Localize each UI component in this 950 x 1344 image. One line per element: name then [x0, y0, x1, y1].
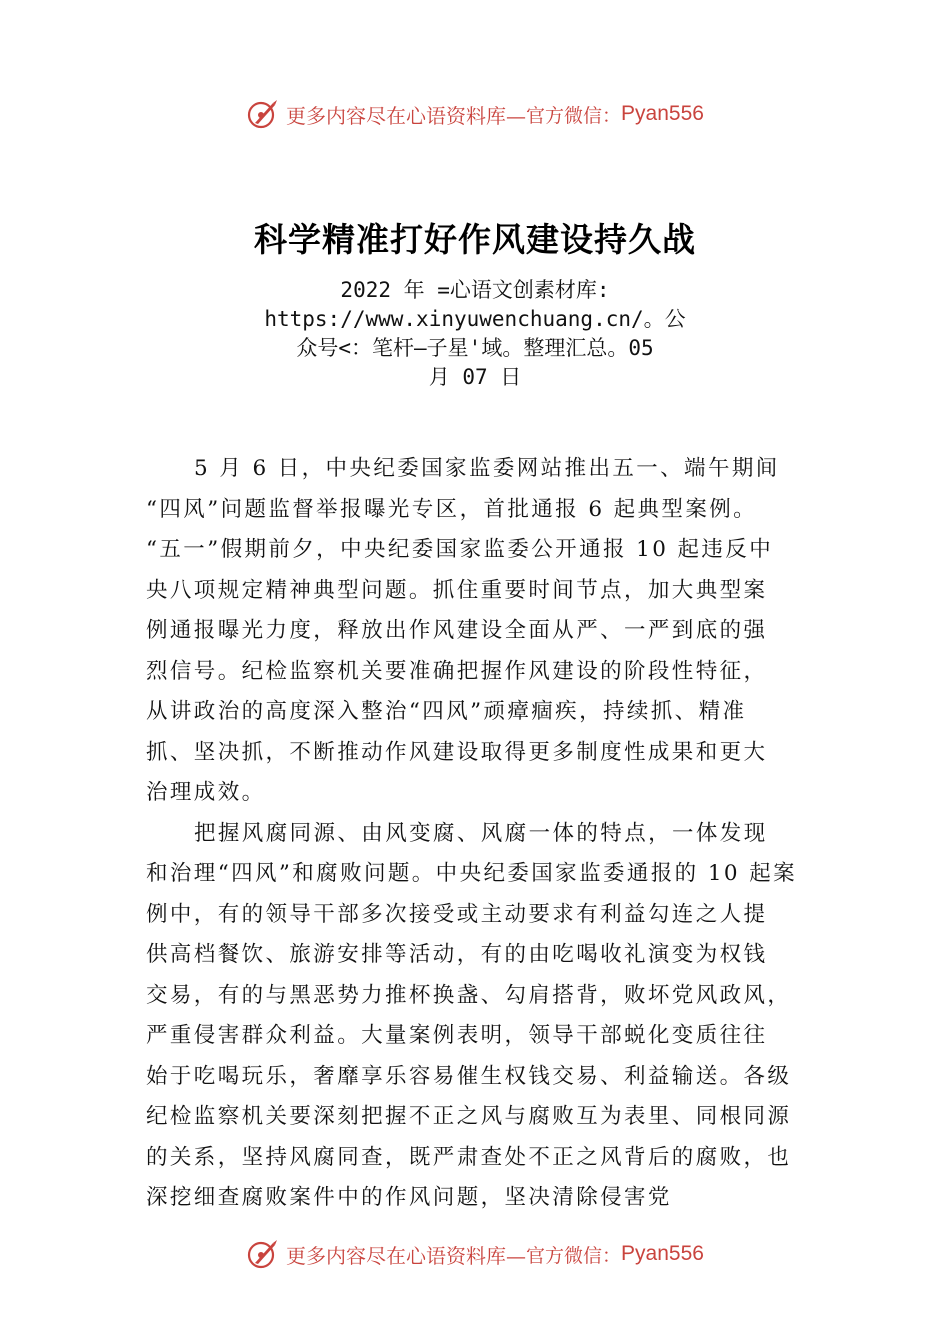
text-line: 例通报曝光力度，释放出作风建设全面从严、一严到底的强 — [146, 618, 768, 643]
meta-line: 众号<：笔杆—子星'域。整理汇总。05 — [296, 336, 654, 360]
text-line: 央八项规定精神典型问题。抓住重要时间节点，加大典型案 — [146, 577, 768, 603]
text-line: 从讲政治的高度深入整治“四风”顽瘴痼疾，持续抓、精准 — [146, 699, 747, 724]
meta-line: 月 07 日 — [428, 365, 522, 389]
document-meta — [200, 276, 750, 392]
text-line: 把握风腐同源、由风变腐、风腐一体的特点，一体发现 — [194, 820, 768, 846]
header-watermark — [0, 94, 950, 134]
watermark-label: 官方微信： — [526, 1244, 622, 1267]
watermark-label: 官方微信： — [526, 104, 622, 127]
quill-logo-icon — [246, 1237, 280, 1271]
document-title: 科学精准打好作风建设持久战 — [254, 220, 696, 259]
watermark-wechat-id: Pyan556 — [621, 1242, 704, 1265]
text-line: 烈信号。纪检监察机关要准确把握作风建设的阶段性特征， — [146, 658, 768, 684]
text-line: 的关系，坚持风腐同查，既严肃查处不正之风背后的腐败，也 — [146, 1144, 792, 1170]
footer-watermark — [0, 1234, 950, 1274]
text-line: 5 月 6 日，中央纪委国家监委网站推出五一、端午期间 — [194, 456, 780, 481]
text-line: 始于吃喝玩乐，奢靡享乐容易催生权钱交易、利益输送。各级 — [146, 1063, 792, 1089]
document-body — [146, 449, 822, 1219]
text-line: 严重侵害群众利益。大量案例表明，领导干部蜕化变质往往 — [146, 1023, 768, 1048]
text-line: 和治理“四风”和腐败问题。中央纪委国家监委通报的 10 起案 — [146, 861, 798, 886]
text-line: 抓、坚决抓，不断推动作风建设取得更多制度性成果和更大 — [146, 739, 768, 765]
text-line: “四风”问题监督举报曝光专区，首批通报 6 起典型案例。 — [146, 496, 758, 522]
watermark-text: 更多内容尽在心语资料库— — [286, 1243, 527, 1268]
text-line: “五一”假期前夕，中央纪委国家监委公开通报 10 起违反中 — [146, 537, 774, 562]
text-line: 供高档餐饮、旅游安排等活动，有的由吃喝收礼演变为权钱 — [146, 942, 768, 967]
text-line: 纪检监察机关要深刻把握不正之风与腐败互为表里、同根同源 — [146, 1104, 792, 1129]
meta-line: https://www.xinyuwenchuang.cn/。公 — [264, 307, 686, 331]
text-line: 例中，有的领导干部多次接受或主动要求有利益勾连之人提 — [146, 901, 768, 927]
watermark-text: 更多内容尽在心语资料库— — [286, 103, 527, 128]
text-line: 深挖细查腐败案件中的作风问题，坚决清除侵害党 — [146, 1185, 672, 1210]
meta-line: 2022 年 =心语文创素材库: — [340, 278, 610, 302]
quill-logo-icon — [246, 97, 280, 131]
watermark-wechat-id: Pyan556 — [621, 102, 704, 125]
text-line: 交易，有的与黑恶势力推杯换盏、勾肩搭背，败坏党风政风， — [146, 982, 792, 1008]
paragraph-1 — [146, 449, 822, 814]
text-line: 治理成效。 — [146, 780, 266, 805]
paragraph-2 — [146, 814, 822, 1219]
